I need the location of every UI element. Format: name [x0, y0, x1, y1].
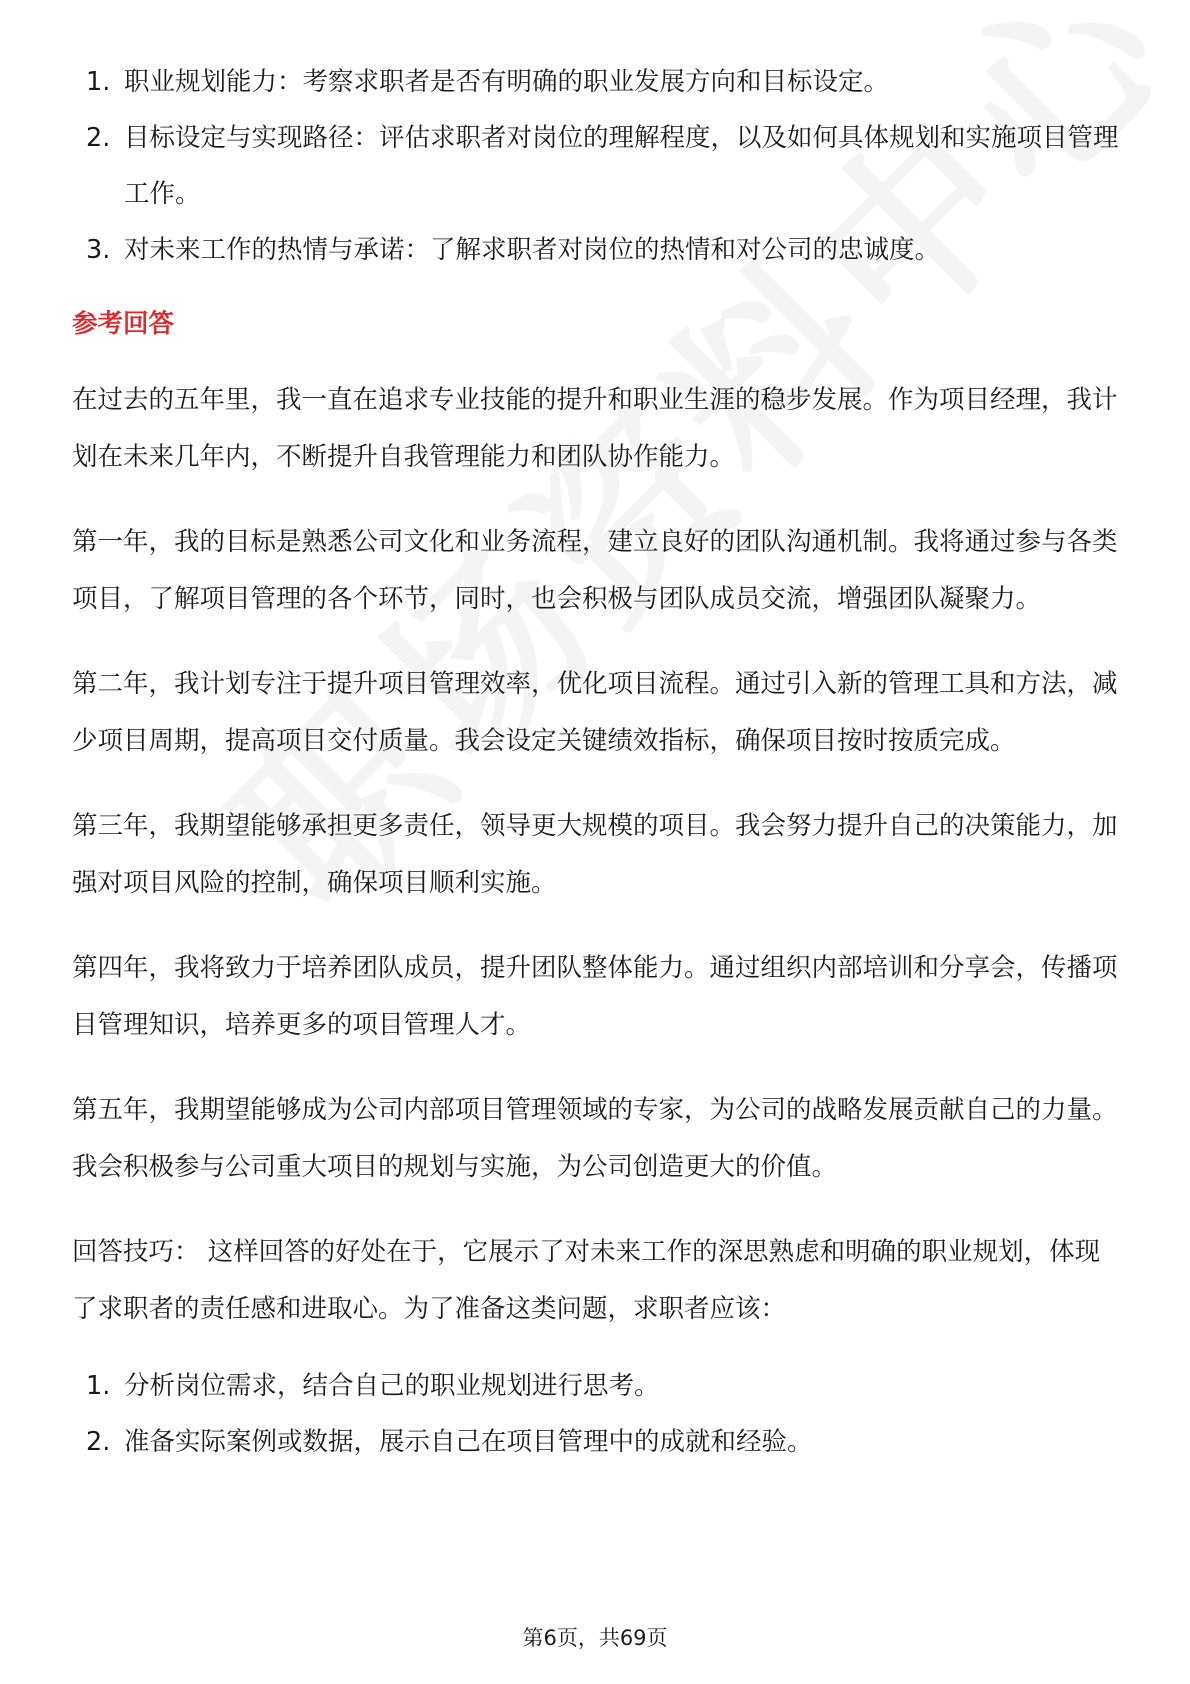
- list-item-number: 1.: [86, 67, 111, 97]
- list-item-number: 3.: [86, 235, 111, 265]
- paragraph-year-3: 第三年，我期望能够承担更多责任，领导更大规模的项目。我会努力提升自己的决策能力，加强对项目风险的控制，确保项目顺利实施。: [72, 811, 1118, 898]
- list-item-text: 对未来工作的热情与承诺：了解求职者对岗位的热情和对公司的忠诚度。: [124, 235, 941, 265]
- list-item-text: 准备实际案例或数据，展示自己在项目管理中的成就和经验。: [124, 1427, 813, 1457]
- paragraph-year-4: 第四年，我将致力于培养团队成员，提升团队整体能力。通过组织内部培训和分享会，传播项目管理知识，培养更多的项目管理人才。: [72, 953, 1118, 1040]
- page-footer: 第6页，共69页: [522, 1626, 668, 1650]
- paragraph-tips: 回答技巧： 这样回答的好处在于，它展示了对未来工作的深思熟虑和明确的职业规划，体现了求职者的责任感和进取心。为了准备这类问题，求职者应该：: [72, 1237, 1101, 1324]
- paragraph-intro: 在过去的五年里，我一直在追求专业技能的提升和职业生涯的稳步发展。作为项目经理，我计划在未来几年内，不断提升自我管理能力和团队协作能力。: [72, 385, 1118, 472]
- criteria-list: [72, 54, 1122, 278]
- list-item-number: 2.: [86, 123, 111, 153]
- list-item: [72, 110, 1122, 222]
- list-item-text: 分析岗位需求，结合自己的职业规划进行思考。: [124, 1371, 660, 1401]
- list-item-number: 2.: [86, 1427, 111, 1457]
- list-item: [72, 54, 1122, 110]
- list-item: [72, 1358, 1122, 1414]
- paragraph-year-1: 第一年，我的目标是熟悉公司文化和业务流程，建立良好的团队沟通机制。我将通过参与各类项目，了解项目管理的各个环节，同时，也会积极与团队成员交流，增强团队凝聚力。: [72, 527, 1118, 614]
- answer-heading: 参考回答: [72, 309, 175, 339]
- paragraph-year-5: 第五年，我期望能够成为公司内部项目管理领域的专家，为公司的战略发展贡献自己的力量。我会积极参与公司重大项目的规划与实施，为公司创造更大的价值。: [72, 1095, 1118, 1182]
- list-item-text: 职业规划能力：考察求职者是否有明确的职业发展方向和目标设定。: [124, 67, 890, 97]
- page-content: [72, 54, 1122, 1470]
- list-item: [72, 1414, 1122, 1470]
- list-item-number: 1.: [86, 1371, 111, 1401]
- tips-list: [72, 1358, 1122, 1470]
- list-item: [72, 222, 1122, 278]
- list-item-text: 目标设定与实现路径：评估求职者对岗位的理解程度，以及如何具体规划和实施项目管理工作。: [124, 123, 1119, 209]
- paragraph-year-2: 第二年，我计划专注于提升项目管理效率，优化项目流程。通过引入新的管理工具和方法，减少项目周期，提高项目交付质量。我会设定关键绩效指标，确保项目按时按质完成。: [72, 669, 1118, 756]
